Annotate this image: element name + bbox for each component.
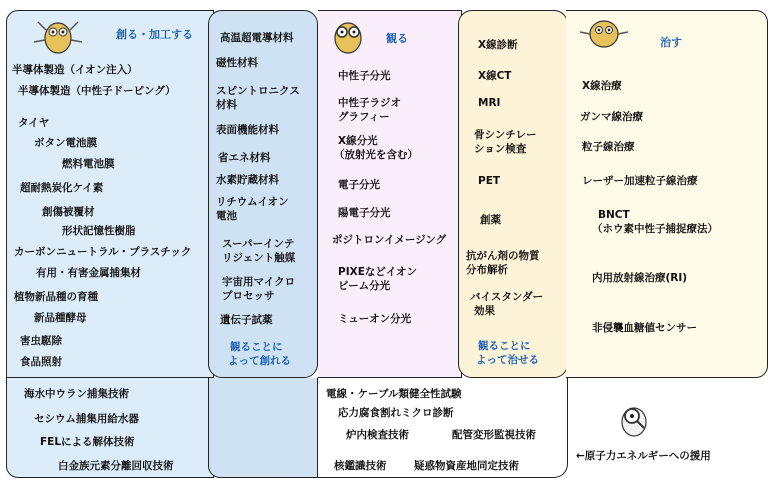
xray-item: 分布解析 — [466, 264, 508, 276]
create-item: 新品種酵母 — [34, 312, 87, 324]
cure-item: 粒子線治療 — [582, 141, 635, 153]
materials-item: スーパーインテ — [222, 238, 295, 250]
bottom-left-item: FELによる解体技術 — [40, 436, 135, 448]
create-item: 植物新品種の育種 — [14, 291, 98, 303]
materials-item: 表面機能材料 — [216, 124, 279, 136]
observe-item: 電子分光 — [338, 179, 380, 191]
materials-item: 電池 — [216, 210, 237, 222]
observe-item: 陽電子分光 — [338, 207, 391, 219]
observe-item: 中性子ラジオ — [338, 97, 401, 109]
xray-item: MRI — [478, 97, 501, 109]
materials-item: プロセッサ — [222, 290, 275, 302]
xray-footer: よって治せる — [476, 354, 539, 366]
bottom-mid-item: 配管変形監視技術 — [452, 429, 536, 441]
mascot-cure-icon — [574, 12, 634, 52]
observe-item: ポジトロンイメージング — [332, 234, 447, 246]
cure-item: 非侵襲血糖値センサー — [592, 322, 697, 334]
materials-item: 高温超電導材料 — [220, 32, 294, 44]
materials-footer: 観ることに — [230, 341, 283, 353]
observe-item: ミューオン分光 — [338, 313, 412, 325]
bottom-mid-item: 電線・ケーブル類健全性試験 — [326, 388, 462, 400]
create-item: 有用・有害金属捕集材 — [36, 267, 141, 279]
observe-header: 観る — [386, 32, 408, 45]
materials-item: 宇宙用マイクロ — [222, 276, 296, 288]
xray-item: X線診断 — [478, 39, 518, 51]
materials-item: 水素貯蔵材料 — [216, 174, 279, 186]
observe-item: 中性子分光 — [338, 70, 391, 82]
cure-item: レーザー加速粒子線治療 — [582, 175, 698, 187]
observe-item: PIXEなどイオン — [338, 266, 418, 278]
create-item: 半導体製造（中性子ドーピング） — [18, 85, 176, 97]
bottom-mid-item: 疑惑物資産地同定技術 — [414, 460, 519, 472]
cure-header: 治す — [660, 36, 682, 49]
create-item: 超耐熱炭化ケイ素 — [20, 182, 104, 194]
xray-item: 効果 — [474, 305, 495, 317]
adoption-label: ←原子力エネルギーへの援用 — [576, 450, 711, 462]
bottom-left-item: セシウム捕集用給水器 — [34, 413, 139, 425]
bottom-mid-item: 核鑑識技術 — [334, 460, 387, 472]
create-header: 創る・加工する — [116, 28, 193, 41]
observe-item: （放射光を含む） — [334, 149, 418, 161]
mascot-create-icon — [26, 12, 90, 58]
xray-item: バイスタンダー — [470, 291, 543, 303]
cure-item: （ホウ素中性子捕捉療法） — [592, 223, 718, 235]
observe-item: ビーム分光 — [338, 280, 391, 292]
create-item: 食品照射 — [20, 356, 62, 368]
cure-item: BNCT — [598, 209, 630, 221]
cure-item: ガンマ線治療 — [580, 111, 643, 123]
create-item: カーボンニュートラル・プラスチック — [14, 246, 192, 258]
materials-item: 磁性材料 — [216, 57, 258, 69]
observe-item: グラフィー — [338, 111, 390, 123]
xray-item: 抗がん剤の物質 — [466, 250, 540, 262]
create-item: ボタン電池膜 — [34, 137, 97, 149]
materials-item: 材料 — [216, 99, 237, 111]
xray-item: X線CT — [478, 70, 512, 82]
xray-item: PET — [478, 175, 501, 187]
mascot-magnifier-icon — [612, 398, 656, 442]
materials-item: リジェント触媒 — [222, 252, 296, 264]
materials-item: 遺伝子試薬 — [220, 314, 273, 326]
bottom-middle-panel — [208, 378, 318, 478]
bottom-mid-item: 炉内検査技術 — [346, 429, 409, 441]
xray-item: ション検査 — [474, 143, 527, 155]
xray-footer: 観ることに — [478, 340, 531, 352]
xray-item: 創薬 — [480, 214, 501, 226]
bottom-mid-item: 応力腐食割れミクロ診断 — [338, 407, 454, 419]
create-item: 半導体製造（イオン注入） — [12, 64, 138, 76]
materials-item: 省エネ材料 — [218, 152, 271, 164]
xray-panel — [458, 10, 568, 378]
create-item: 燃料電池膜 — [62, 158, 115, 170]
create-item: 創傷被覆材 — [42, 206, 95, 218]
create-item: タイヤ — [18, 117, 50, 129]
materials-item: スピントロニクス — [216, 85, 300, 97]
materials-footer: よって創れる — [228, 355, 291, 367]
cure-item: 内用放射線治療(RI) — [592, 272, 688, 284]
bottom-left-item: 海水中ウラン捕集技術 — [24, 388, 129, 400]
observe-item: X線分光 — [338, 135, 378, 147]
mascot-observe-icon — [326, 12, 370, 58]
materials-item: リチウムイオン — [216, 196, 289, 208]
create-item: 害虫駆除 — [20, 335, 62, 347]
xray-item: 骨シンチレー — [474, 129, 537, 141]
create-item: 形状記憶性樹脂 — [62, 225, 136, 237]
cure-item: X線治療 — [582, 80, 622, 92]
bottom-left-item: 白金族元素分離回収技術 — [58, 460, 174, 472]
